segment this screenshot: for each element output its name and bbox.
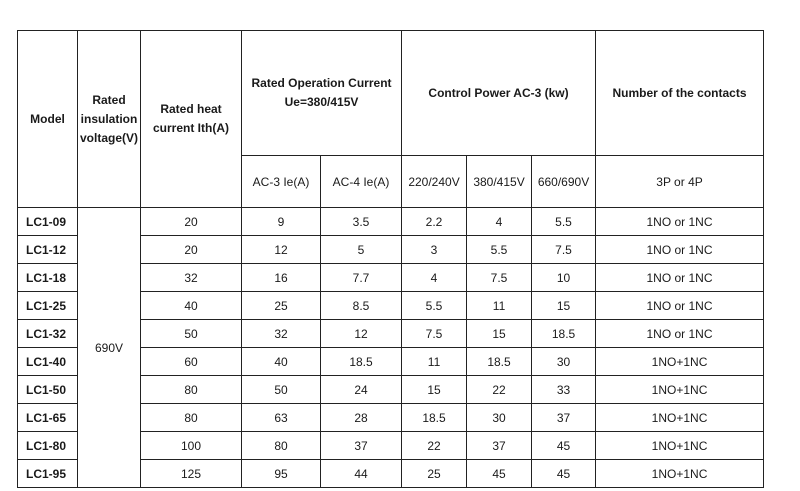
- cell-contacts: 1NO+1NC: [596, 432, 764, 460]
- cell-ac4-current: 28: [321, 404, 402, 432]
- cell-ac4-current: 44: [321, 460, 402, 488]
- cell-ac3-current: 50: [242, 376, 321, 404]
- cell-model: LC1-25: [18, 292, 78, 320]
- cell-heat-current: 20: [141, 208, 242, 236]
- cell-power-380v: 22: [467, 376, 532, 404]
- cell-power-660v: 5.5: [532, 208, 596, 236]
- cell-model: LC1-12: [18, 236, 78, 264]
- header-rated-insulation-voltage: Rated insulation voltage(V): [78, 31, 141, 208]
- cell-ac3-current: 95: [242, 460, 321, 488]
- cell-ac4-current: 3.5: [321, 208, 402, 236]
- cell-power-660v: 15: [532, 292, 596, 320]
- cell-power-380v: 4: [467, 208, 532, 236]
- cell-ac4-current: 8.5: [321, 292, 402, 320]
- cell-ac4-current: 37: [321, 432, 402, 460]
- cell-power-380v: 18.5: [467, 348, 532, 376]
- cell-power-380v: 37: [467, 432, 532, 460]
- cell-ac4-current: 12: [321, 320, 402, 348]
- cell-contacts: 1NO+1NC: [596, 376, 764, 404]
- header-number-of-contacts: Number of the contacts: [596, 31, 764, 156]
- cell-heat-current: 100: [141, 432, 242, 460]
- cell-power-660v: 45: [532, 432, 596, 460]
- cell-model: LC1-95: [18, 460, 78, 488]
- cell-power-660v: 33: [532, 376, 596, 404]
- cell-model: LC1-18: [18, 264, 78, 292]
- cell-power-380v: 30: [467, 404, 532, 432]
- cell-contacts: 1NO or 1NC: [596, 320, 764, 348]
- cell-power-220v: 18.5: [402, 404, 467, 432]
- table-row: [18, 208, 764, 236]
- cell-heat-current: 50: [141, 320, 242, 348]
- cell-heat-current: 20: [141, 236, 242, 264]
- header-model: Model: [18, 31, 78, 208]
- subheader-ac4: AC-4 Ie(A): [321, 156, 402, 208]
- cell-ac3-current: 16: [242, 264, 321, 292]
- cell-contacts: 1NO or 1NC: [596, 236, 764, 264]
- cell-heat-current: 40: [141, 292, 242, 320]
- header-control-power: Control Power AC-3 (kw): [402, 31, 596, 156]
- subheader-poles: 3P or 4P: [596, 156, 764, 208]
- cell-power-220v: 25: [402, 460, 467, 488]
- cell-ac3-current: 32: [242, 320, 321, 348]
- cell-power-660v: 10: [532, 264, 596, 292]
- header-rated-heat-current: Rated heat current Ith(A): [141, 31, 242, 208]
- cell-power-220v: 4: [402, 264, 467, 292]
- cell-contacts: 1NO or 1NC: [596, 208, 764, 236]
- cell-ac4-current: 5: [321, 236, 402, 264]
- cell-power-380v: 7.5: [467, 264, 532, 292]
- header-row-top: [18, 31, 764, 156]
- cell-heat-current: 60: [141, 348, 242, 376]
- cell-model: LC1-40: [18, 348, 78, 376]
- cell-power-380v: 11: [467, 292, 532, 320]
- cell-model: LC1-32: [18, 320, 78, 348]
- cell-contacts: 1NO+1NC: [596, 460, 764, 488]
- cell-insulation-voltage: 690V: [78, 208, 141, 488]
- cell-power-220v: 22: [402, 432, 467, 460]
- cell-power-220v: 15: [402, 376, 467, 404]
- cell-model: LC1-09: [18, 208, 78, 236]
- cell-contacts: 1NO+1NC: [596, 404, 764, 432]
- cell-ac3-current: 63: [242, 404, 321, 432]
- cell-power-660v: 45: [532, 460, 596, 488]
- cell-power-220v: 5.5: [402, 292, 467, 320]
- cell-power-220v: 7.5: [402, 320, 467, 348]
- cell-ac3-current: 9: [242, 208, 321, 236]
- cell-power-220v: 11: [402, 348, 467, 376]
- cell-power-660v: 30: [532, 348, 596, 376]
- cell-power-220v: 3: [402, 236, 467, 264]
- cell-ac4-current: 18.5: [321, 348, 402, 376]
- cell-power-660v: 7.5: [532, 236, 596, 264]
- cell-heat-current: 32: [141, 264, 242, 292]
- cell-ac3-current: 40: [242, 348, 321, 376]
- cell-contacts: 1NO or 1NC: [596, 264, 764, 292]
- cell-heat-current: 80: [141, 376, 242, 404]
- cell-power-220v: 2.2: [402, 208, 467, 236]
- subheader-ac3: AC-3 Ie(A): [242, 156, 321, 208]
- cell-contacts: 1NO+1NC: [596, 348, 764, 376]
- subheader-380-415v: 380/415V: [467, 156, 532, 208]
- contactor-spec-table: [17, 30, 764, 488]
- cell-contacts: 1NO or 1NC: [596, 292, 764, 320]
- cell-power-380v: 45: [467, 460, 532, 488]
- cell-model: LC1-80: [18, 432, 78, 460]
- cell-power-380v: 15: [467, 320, 532, 348]
- cell-ac4-current: 7.7: [321, 264, 402, 292]
- cell-model: LC1-50: [18, 376, 78, 404]
- cell-ac4-current: 24: [321, 376, 402, 404]
- cell-ac3-current: 25: [242, 292, 321, 320]
- subheader-660-690v: 660/690V: [532, 156, 596, 208]
- cell-power-380v: 5.5: [467, 236, 532, 264]
- cell-ac3-current: 12: [242, 236, 321, 264]
- header-rated-operation-current: Rated Operation Current Ue=380/415V: [242, 31, 402, 156]
- cell-model: LC1-65: [18, 404, 78, 432]
- cell-power-660v: 18.5: [532, 320, 596, 348]
- cell-heat-current: 125: [141, 460, 242, 488]
- cell-heat-current: 80: [141, 404, 242, 432]
- cell-power-660v: 37: [532, 404, 596, 432]
- cell-ac3-current: 80: [242, 432, 321, 460]
- subheader-220-240v: 220/240V: [402, 156, 467, 208]
